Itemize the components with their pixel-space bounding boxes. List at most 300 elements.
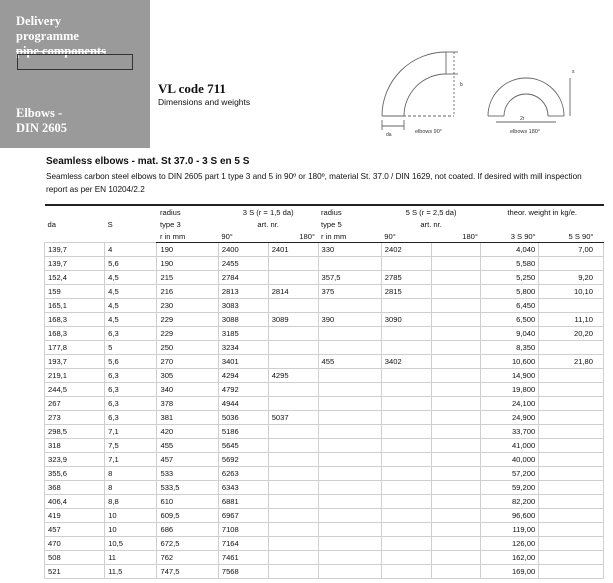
cell-s: 11 [105,551,157,565]
cell-s: 8,8 [105,495,157,509]
cell-weight-3s90: 24,100 [481,397,539,411]
cell-5s-180 [431,425,481,439]
cell-5s-180 [431,355,481,369]
cell-weight-3s90: 96,600 [481,509,539,523]
cell-da: 168,3 [45,313,105,327]
cell-3s-180 [268,341,318,355]
cell-radius3: 230 [157,299,218,313]
cell-s: 4,5 [105,285,157,299]
cell-radius5 [318,537,381,551]
cell-5s-180 [431,453,481,467]
cell-radius3: 457 [157,453,218,467]
cell-da: 177,8 [45,341,105,355]
cell-5s-90 [381,495,431,509]
cell-radius5 [318,257,381,271]
cell-radius5 [318,551,381,565]
cell-5s-180 [431,439,481,453]
col-header-3s-90: 90° [218,230,268,243]
cell-3s-180 [268,355,318,369]
cell-s: 7,5 [105,439,157,453]
cell-s: 8 [105,467,157,481]
cell-5s-180 [431,523,481,537]
cell-radius3: 190 [157,257,218,271]
cell-3s-90: 5692 [218,453,268,467]
table-row [45,243,604,257]
col-header-da: da [45,205,105,243]
cell-weight-5s90 [539,425,604,439]
sidebar-header-block [0,0,150,148]
dim-s-label: s [572,69,575,75]
col-header-weight-3s90: 3 S 90° [481,230,539,243]
cell-s: 6,3 [105,369,157,383]
cell-weight-3s90: 162,00 [481,551,539,565]
cell-weight-5s90 [539,495,604,509]
cell-weight-5s90 [539,509,604,523]
elbow-90-inner [404,74,446,116]
cell-da: 521 [45,565,105,579]
cell-weight-3s90: 5,800 [481,285,539,299]
cell-radius5 [318,467,381,481]
col-header-5s-180: 180° [431,230,481,243]
cell-radius5 [318,523,381,537]
cell-weight-5s90 [539,537,604,551]
cell-weight-5s90: 7,00 [539,243,604,257]
cell-5s-180 [431,341,481,355]
cell-3s-180 [268,299,318,313]
cell-weight-3s90: 19,800 [481,383,539,397]
cell-3s-180 [268,495,318,509]
dim-2r-label: 2r [520,116,525,122]
cell-weight-5s90 [539,481,604,495]
cell-radius5: 455 [318,355,381,369]
table-row [45,383,604,397]
table-row [45,299,604,313]
table-row [45,509,604,523]
cell-da: 406,4 [45,495,105,509]
cell-weight-5s90 [539,467,604,481]
cell-3s-180 [268,523,318,537]
cell-weight-5s90 [539,383,604,397]
cell-s: 7,1 [105,453,157,467]
cell-radius3: 609,5 [157,509,218,523]
cell-radius3: 270 [157,355,218,369]
cell-da: 168,3 [45,327,105,341]
col-header-radius5-type: type 5 [321,219,342,229]
cell-5s-90 [381,397,431,411]
cell-3s-90: 6263 [218,467,268,481]
page-subtitle: Dimensions and weights [158,97,251,107]
cell-weight-3s90: 14,900 [481,369,539,383]
cell-5s-90 [381,481,431,495]
cell-da: 323,9 [45,453,105,467]
cell-s: 5 [105,341,157,355]
cell-s: 6,3 [105,383,157,397]
cell-radius3: 381 [157,411,218,425]
cell-5s-180 [431,285,481,299]
cell-radius3: 533 [157,467,218,481]
cell-3s-180 [268,509,318,523]
cell-3s-180 [268,565,318,579]
cell-weight-5s90 [539,341,604,355]
cell-radius3: 250 [157,341,218,355]
cell-5s-90 [381,467,431,481]
table-row [45,565,604,579]
col-header-radius5: radius [318,205,381,218]
cell-3s-90: 3185 [218,327,268,341]
cell-weight-3s90: 59,200 [481,481,539,495]
cell-radius3: 305 [157,369,218,383]
table-row [45,355,604,369]
table-row [45,425,604,439]
cell-s: 4,5 [105,299,157,313]
cell-da: 273 [45,411,105,425]
col-header-radius3-type: type 3 [159,219,181,229]
col-header-spacer [481,218,604,230]
cell-3s-180 [268,453,318,467]
cell-da: 470 [45,537,105,551]
cell-weight-5s90 [539,369,604,383]
cell-weight-3s90: 119,00 [481,523,539,537]
cell-da: 219,1 [45,369,105,383]
table-row [45,257,604,271]
cell-s: 8 [105,481,157,495]
cell-weight-5s90 [539,523,604,537]
elbow-data-table [44,204,604,579]
sidebar-line: Delivery [16,14,62,28]
cell-5s-180 [431,481,481,495]
cell-radius5: 390 [318,313,381,327]
table-row [45,537,604,551]
cell-radius5 [318,439,381,453]
cell-5s-180 [431,299,481,313]
cell-5s-180 [431,313,481,327]
cell-3s-180 [268,271,318,285]
section-title: Seamless elbows - mat. St 37.0 - 3 S en 5 S [46,156,250,167]
cell-da: 159 [45,285,105,299]
cell-weight-3s90: 41,000 [481,439,539,453]
cell-3s-90: 2784 [218,271,268,285]
cell-3s-90: 3401 [218,355,268,369]
cell-weight-5s90 [539,397,604,411]
dim-da-label: da [386,132,392,138]
cell-3s-90: 6343 [218,481,268,495]
cell-3s-90: 7108 [218,523,268,537]
elbow-180-caption: elbows 180° [510,129,541,135]
cell-s: 5,6 [105,257,157,271]
section-description: Seamless carbon steel elbows to DIN 2605 part 1 type 3 and 5 in 90º or 180º, material St. 37.0 / DIN 1629, not coated. If desired with mill inspection report as per EN 10204/2.2 [46,172,582,194]
table-row [45,523,604,537]
cell-weight-3s90: 4,040 [481,243,539,257]
cell-radius5 [318,299,381,313]
table-row [45,551,604,565]
cell-radius3: 455 [157,439,218,453]
col-header-group-3s: 3 S (r = 1,5 da) [218,205,318,218]
cell-radius3: 672,5 [157,537,218,551]
cell-da: 355,6 [45,467,105,481]
cell-da: 457 [45,523,105,537]
cell-3s-180: 4295 [268,369,318,383]
table-row [45,369,604,383]
cell-weight-5s90 [539,411,604,425]
col-header-3s-artnr: art. nr. [257,219,279,229]
cell-weight-3s90: 169,00 [481,565,539,579]
col-header-radius3-unit: r in mm [157,230,218,243]
cell-radius3: 533,5 [157,481,218,495]
cell-weight-3s90: 82,200 [481,495,539,509]
cell-3s-90: 5036 [218,411,268,425]
col-header-group-5s: 5 S (r = 2,5 da) [381,205,481,218]
table-row [45,439,604,453]
cell-weight-3s90: 6,450 [481,299,539,313]
cell-5s-90 [381,453,431,467]
cell-weight-3s90: 24,900 [481,411,539,425]
cell-radius3: 229 [157,313,218,327]
cell-3s-90: 2455 [218,257,268,271]
cell-radius3: 762 [157,551,218,565]
table-row [45,341,604,355]
cell-da: 298,5 [45,425,105,439]
cell-da: 139,7 [45,257,105,271]
cell-5s-90: 3090 [381,313,431,327]
cell-3s-90: 2813 [218,285,268,299]
elbow-90-caption: elbows 90° [415,129,442,135]
cell-radius5 [318,565,381,579]
cell-5s-90 [381,439,431,453]
cell-da: 244,5 [45,383,105,397]
table-row [45,313,604,327]
sidebar-line: Elbows - [16,106,63,120]
cell-3s-180 [268,467,318,481]
sidebar-line: DIN 2605 [16,121,68,135]
col-header-5s-90: 90° [381,230,431,243]
cell-5s-90 [381,383,431,397]
cell-radius5 [318,481,381,495]
cell-5s-180 [431,369,481,383]
cell-5s-180 [431,467,481,481]
cell-radius3: 420 [157,425,218,439]
cell-5s-90 [381,551,431,565]
cell-5s-180 [431,271,481,285]
sidebar-title [16,14,106,59]
cell-weight-5s90 [539,439,604,453]
elbow-180-inner [504,94,548,116]
cell-s: 4,5 [105,313,157,327]
dim-b-label: b [460,82,463,88]
cell-radius5 [318,453,381,467]
cell-weight-3s90: 5,580 [481,257,539,271]
cell-3s-90: 4944 [218,397,268,411]
cell-3s-180 [268,439,318,453]
col-header-radius3: radius [157,205,218,218]
cell-s: 10,5 [105,537,157,551]
cell-s: 10 [105,509,157,523]
cell-radius3: 610 [157,495,218,509]
cell-da: 318 [45,439,105,453]
cell-weight-5s90 [539,453,604,467]
cell-5s-90: 2402 [381,243,431,257]
cell-s: 4,5 [105,271,157,285]
col-header-s: S [105,205,157,243]
cell-5s-90 [381,369,431,383]
cell-da: 139,7 [45,243,105,257]
cell-da: 508 [45,551,105,565]
cell-radius3: 229 [157,327,218,341]
table-row [45,397,604,411]
cell-3s-90: 7164 [218,537,268,551]
table-row [45,327,604,341]
cell-radius3: 216 [157,285,218,299]
sidebar-subtitle [16,106,67,136]
cell-da: 152,4 [45,271,105,285]
cell-radius3: 215 [157,271,218,285]
cell-3s-180 [268,383,318,397]
cell-3s-180: 2401 [268,243,318,257]
cell-weight-5s90 [539,551,604,565]
cell-3s-90: 3088 [218,313,268,327]
cell-radius5 [318,425,381,439]
cell-radius3: 378 [157,397,218,411]
cell-radius3: 340 [157,383,218,397]
cell-3s-180 [268,481,318,495]
cell-5s-90 [381,411,431,425]
cell-s: 6,3 [105,411,157,425]
cell-3s-90: 5645 [218,439,268,453]
cell-weight-5s90 [539,299,604,313]
cell-5s-90 [381,509,431,523]
col-header-weight: theor. weight in kg/e. [481,205,604,218]
cell-weight-3s90: 126,00 [481,537,539,551]
cell-weight-3s90: 5,250 [481,271,539,285]
table-row [45,411,604,425]
cell-5s-180 [431,551,481,565]
cell-s: 6,3 [105,397,157,411]
cell-da: 193,7 [45,355,105,369]
sidebar-highlight-box [17,54,133,70]
cell-3s-180 [268,397,318,411]
cell-5s-90: 3402 [381,355,431,369]
cell-weight-3s90: 9,040 [481,327,539,341]
cell-3s-180: 2814 [268,285,318,299]
cell-5s-90 [381,523,431,537]
cell-radius5 [318,397,381,411]
cell-weight-3s90: 33,700 [481,425,539,439]
elbow-drawing [360,38,605,138]
cell-3s-90: 7568 [218,565,268,579]
cell-s: 4 [105,243,157,257]
cell-da: 419 [45,509,105,523]
sidebar-line: programme [16,29,79,43]
table-row [45,467,604,481]
cell-da: 267 [45,397,105,411]
cell-3s-90: 4294 [218,369,268,383]
cell-5s-90 [381,537,431,551]
cell-3s-90: 6881 [218,495,268,509]
table-row [45,453,604,467]
cell-5s-90 [381,425,431,439]
cell-5s-90: 2815 [381,285,431,299]
elbow-90-outer [382,52,446,116]
cell-radius5 [318,327,381,341]
elbow-180-outer [488,78,564,116]
cell-s: 11,5 [105,565,157,579]
cell-s: 7,1 [105,425,157,439]
cell-radius5 [318,341,381,355]
cell-s: 5,6 [105,355,157,369]
cell-radius5 [318,509,381,523]
table-row [45,495,604,509]
cell-3s-90: 2400 [218,243,268,257]
cell-5s-180 [431,327,481,341]
cell-weight-3s90: 10,600 [481,355,539,369]
cell-da: 165,1 [45,299,105,313]
cell-radius3: 190 [157,243,218,257]
cell-3s-90: 5186 [218,425,268,439]
cell-5s-180 [431,397,481,411]
cell-5s-90 [381,299,431,313]
cell-5s-90 [381,341,431,355]
cell-s: 6,3 [105,327,157,341]
cell-5s-180 [431,243,481,257]
cell-3s-180: 5037 [268,411,318,425]
cell-3s-180 [268,327,318,341]
cell-radius5 [318,495,381,509]
cell-radius5: 330 [318,243,381,257]
cell-5s-180 [431,509,481,523]
col-header-weight-5s90: 5 S 90° [539,230,604,243]
cell-5s-180 [431,257,481,271]
col-header-5s-artnr: art. nr. [420,219,442,229]
cell-radius5 [318,383,381,397]
cell-5s-180 [431,383,481,397]
cell-weight-5s90 [539,565,604,579]
cell-5s-90 [381,327,431,341]
cell-3s-90: 4792 [218,383,268,397]
page-title: VL code 711 [158,81,226,96]
cell-weight-5s90: 11,10 [539,313,604,327]
cell-5s-90 [381,565,431,579]
cell-5s-90: 2785 [381,271,431,285]
cell-weight-3s90: 57,200 [481,467,539,481]
cell-radius5 [318,369,381,383]
col-header-radius5-unit: r in mm [318,230,381,243]
cell-radius5: 375 [318,285,381,299]
cell-weight-3s90: 8,350 [481,341,539,355]
cell-weight-5s90: 21,80 [539,355,604,369]
cell-weight-3s90: 6,500 [481,313,539,327]
cell-weight-5s90: 9,20 [539,271,604,285]
cell-3s-90: 3234 [218,341,268,355]
sidebar-line: pipe components [16,44,106,58]
cell-5s-180 [431,537,481,551]
cell-3s-180 [268,257,318,271]
cell-weight-3s90: 40,000 [481,453,539,467]
cell-weight-5s90: 10,10 [539,285,604,299]
cell-radius3: 747,5 [157,565,218,579]
cell-radius3: 686 [157,523,218,537]
cell-5s-180 [431,495,481,509]
cell-3s-180 [268,537,318,551]
cell-3s-90: 6967 [218,509,268,523]
cell-da: 368 [45,481,105,495]
cell-weight-5s90 [539,257,604,271]
cell-3s-180 [268,425,318,439]
table-row [45,481,604,495]
col-header-3s-180: 180° [268,230,318,243]
cell-s: 10 [105,523,157,537]
cell-5s-180 [431,565,481,579]
cell-3s-180 [268,551,318,565]
cell-3s-90: 3083 [218,299,268,313]
